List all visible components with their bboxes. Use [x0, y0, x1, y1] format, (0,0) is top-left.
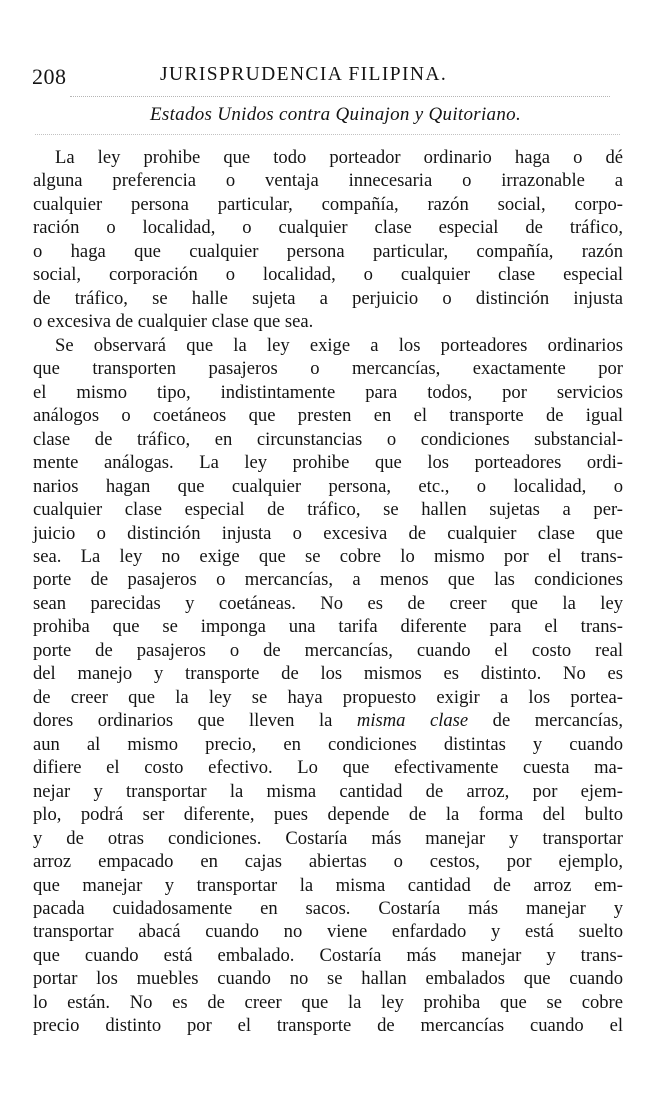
text-line [33, 240, 623, 263]
text-line [33, 991, 623, 1014]
text-line-content: o excesiva de cualquier clase que sea. [33, 311, 314, 333]
text-line-content: narios hagan que cualquier persona, etc., o localidad, o [33, 475, 623, 497]
text-line [33, 827, 623, 850]
page-number: 208 [32, 64, 67, 89]
text-line [33, 545, 623, 568]
text-line-content: cualquier clase especial de tráfico, se hallen sujetas a per- [33, 499, 623, 521]
text-line [33, 733, 623, 756]
text-line-content: de creer que la ley se haya propuesto exigir a los portea- [33, 686, 623, 708]
text-line-content: alguna preferencia o ventaja innecesaria o irrazonable a [33, 170, 623, 192]
text-line [33, 334, 623, 357]
text-line-content: de tráfico, se halle sujeta a perjuicio o distinción injusta [33, 287, 623, 309]
text-line-content: ración o localidad, o cualquier clase especial de tráfico, [33, 217, 623, 239]
text-line [33, 475, 623, 498]
text-line [33, 944, 623, 967]
text-line-content: portar los muebles cuando no se hallan embalados que cuando [33, 968, 623, 990]
text-line-content: pacada cuidadosamente en sacos. Costaría más manejar y [33, 898, 623, 919]
text-line [33, 169, 623, 192]
case-title-divider [35, 134, 620, 135]
text-line [33, 592, 623, 615]
text-line [33, 357, 623, 380]
text-line-content: Se observará que la ley exige a los porteadores ordinarios [55, 334, 623, 356]
text-line-content: transportar abacá cuando no viene enfardado y está suelto [33, 921, 623, 943]
text-line-content: sea. La ley no exige que se cobre lo mismo por el trans- [33, 545, 623, 567]
text-line-content: aun al mismo precio, en condiciones distintas y cuando [33, 733, 623, 755]
italic-phrase: misma clase [356, 710, 469, 732]
journal-title: JURISPRUDENCIA FILIPINA. [160, 64, 448, 85]
text-line-content: cualquier persona particular, compañía, razón social, corpo- [33, 193, 623, 215]
text-line-content: clase de tráfico, en circunstancias o condiciones substancial- [33, 428, 623, 450]
text-line [33, 404, 623, 427]
text-line [33, 756, 623, 779]
text-line [33, 967, 623, 990]
text-line [33, 803, 623, 826]
text-line [33, 522, 623, 545]
text-line-content: prohiba que se imponga una tarifa diferente para el trans- [33, 616, 623, 638]
text-line-content: porte de pasajeros o mercancías, a menos que las condiciones [33, 569, 623, 591]
text-line-content: dores ordinarios que lleven la [33, 710, 333, 732]
text-line-content: juicio o distinción injusta o excesiva de cualquier clase que [33, 522, 623, 544]
text-line-content: del manejo y transporte de los mismos es distinto. No es [33, 663, 623, 685]
text-line-content: el mismo tipo, indistintamente para todos, por servicios [33, 381, 623, 403]
text-line-content: o haga que cualquier persona particular, compañía, razón [33, 240, 623, 262]
text-line [33, 428, 623, 451]
running-head [32, 64, 632, 94]
text-line [33, 709, 623, 732]
body-text [33, 146, 623, 1038]
text-line [33, 498, 623, 521]
text-line [33, 146, 623, 169]
text-line [33, 451, 623, 474]
text-line [33, 287, 623, 310]
text-line [33, 686, 623, 709]
case-title: Estados Unidos contra Quinajon y Quitoriano. [149, 104, 522, 125]
text-line-content: La ley prohibe que todo porteador ordinario haga o dé [55, 147, 623, 168]
text-line [33, 850, 623, 873]
text-line-continuation: de mercancías, [468, 710, 623, 732]
text-line [33, 1014, 623, 1037]
text-line-content: nejar y transportar la misma cantidad de arroz, por ejem- [33, 780, 623, 802]
text-line [33, 381, 623, 404]
text-line-content: que transporten pasajeros o mercancías, exactamente por [33, 358, 623, 380]
text-line-content: difiere el costo efectivo. Lo que efectivamente cuesta ma- [33, 757, 623, 779]
text-line-content: que manejar y transportar la misma cantidad de arroz em- [33, 874, 623, 896]
text-line [33, 568, 623, 591]
text-line [33, 662, 623, 685]
text-line-content: sean parecidas y coetáneas. No es de creer que la ley [33, 592, 623, 614]
text-line-content: mente análogas. La ley prohibe que los porteadores ordi- [33, 452, 623, 474]
text-line-content: análogos o coetáneos que presten en el transporte de igual [33, 405, 623, 427]
text-line [33, 780, 623, 803]
text-line [33, 263, 623, 286]
text-line-content: lo están. No es de creer que la ley prohiba que se cobre [33, 991, 623, 1013]
text-line [33, 639, 623, 662]
text-line [33, 920, 623, 943]
text-line-content: plo, podrá ser diferente, pues depende de la forma del bulto [33, 804, 623, 826]
text-line-content: y de otras condiciones. Costaría más manejar y transportar [33, 827, 623, 849]
text-line [33, 615, 623, 638]
header-divider [70, 96, 610, 97]
text-line [33, 216, 623, 239]
text-line-content: social, corporación o localidad, o cualquier clase especial [33, 264, 623, 286]
text-line-content: que cuando está embalado. Costaría más manejar y trans- [33, 944, 623, 966]
text-line [33, 897, 623, 920]
text-line-content: precio distinto por el transporte de mercancías cuando el [33, 1015, 623, 1037]
text-line [33, 874, 623, 897]
text-line-content: arroz empacado en cajas abiertas o cestos, por ejemplo, [33, 851, 623, 873]
text-line [33, 310, 623, 333]
text-line [33, 193, 623, 216]
text-line-content: porte de pasajeros o de mercancías, cuando el costo real [33, 639, 623, 661]
